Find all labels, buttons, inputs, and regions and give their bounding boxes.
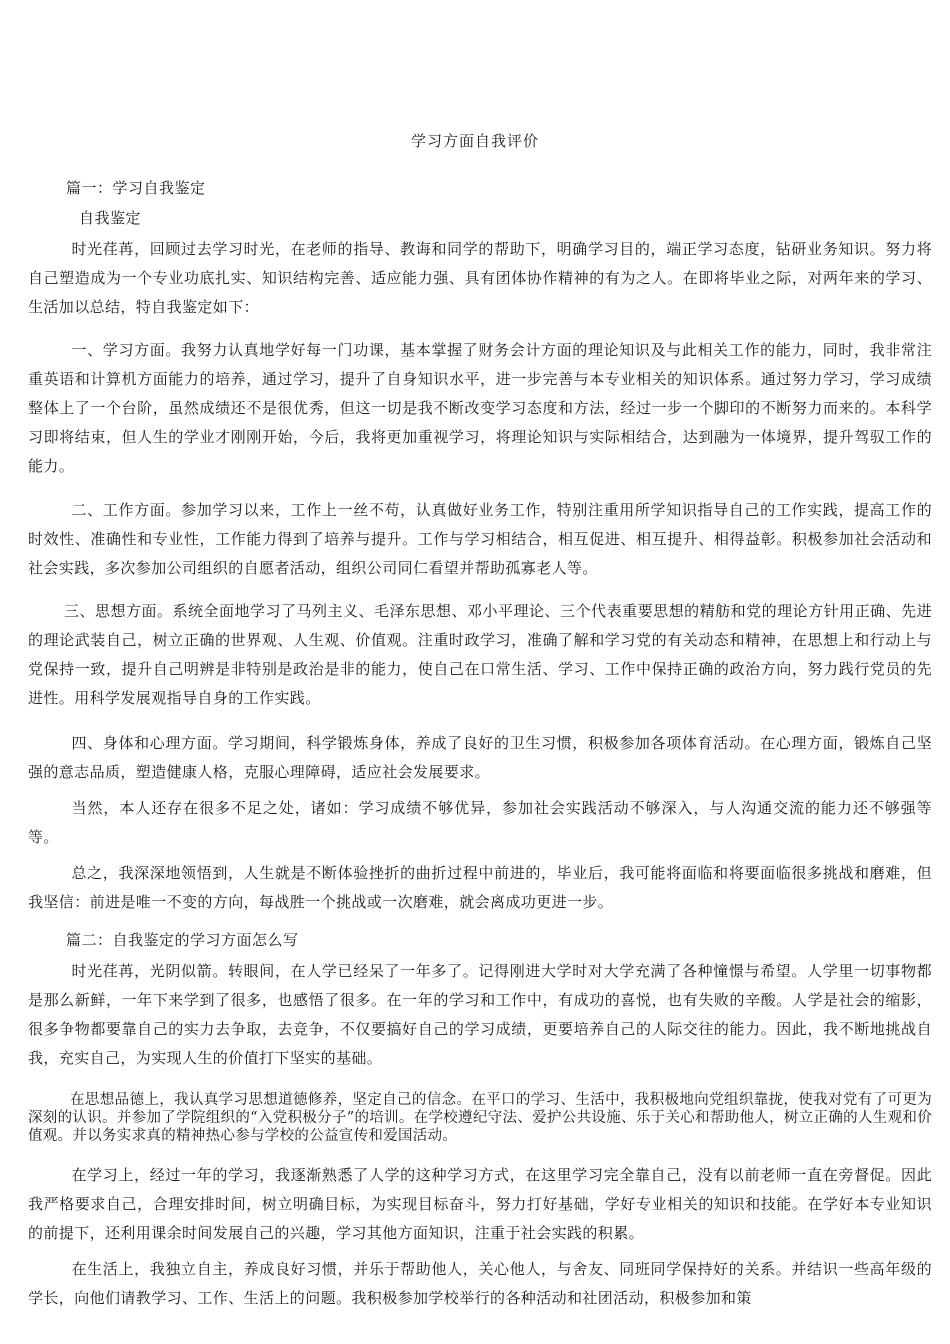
paragraph-intro: 时光荏苒，回顾过去学习时光，在老师的指导、教诲和同学的帮助下，明确学习目的，端正学习态度，钻研业务知识。努力将自己塑造成为一个专业功底扎实、知识结构完善、适应能力强、具有团体协作精神的有为之人。在即将毕业之际，对两年来的学习、生活加以总结，特自我鉴定如下： <box>28 240 932 316</box>
paragraph-conclusion: 总之，我深深地领悟到，人生就是不断体验挫折的曲折过程中前进的，毕业后，我可能将面临和将要面临很多挑战和磨难，但我坚信：前进是唯一不变的方向，每战胜一个挑战或一次磨难，就会离成功更进一步。 <box>28 864 932 911</box>
section-subheading: 自我鉴定 <box>79 209 142 227</box>
paragraph-study: 一、学习方面。我努力认真地学好每一门功课，基本掌握了财务会计方面的理论知识及与此相关工作的能力，同时，我非常注重英语和计算机方面能力的培养，通过学习，提升了自身知识水平，进一步完善与本专业相关的知识体系。通过努力学习，学习成绩整体上了一个台阶，虽然成绩还不是很优秀，但这一切是我不断改变学习态度和方法，经过一步一个脚印的不断努力而来的。本科学习即将结束，但人生的学业才刚刚开始，今后，我将更加重视学习，将理论知识与实际相结合，达到融为一体境界，提升驾驭工作的能力。 <box>28 341 932 475</box>
paragraph-work: 二、工作方面。参加学习以来，工作上一丝不苟，认真做好业务工作，特别注重用所学知识指导自己的工作实践，提高工作的时效性、准确性和专业性，工作能力得到了培养与提升。工作与学习相结合，相互促进、相互提升、相得益彰。积极参加社会活动和社会实践，多次参加公司组织的自愿者活动，组织公司同仁看望并帮助孤寡老人等。 <box>28 501 932 577</box>
paragraph-2-life: 在生活上，我独立自主，养成良好习惯，并乐于帮助他人，关心他人，与舍友、同班同学保持好的关系。并结识一些高年级的学长，向他们请教学习、工作、生活上的问题。我积极参加学校举行的各种活动和社团活动，积极参加和策 <box>28 1260 932 1307</box>
section-heading-1: 篇一：学习自我鉴定 <box>66 179 206 197</box>
paragraph-2-thought: 在思想品德上，我认真学习思想道德修养，坚定自己的信念。在平口的学习、生活中，我积极地向党组织靠拢，使我对党有了可更为深刻的认识。并参加了学院组织的“入党积极分子”的培训。在学校遵纪守法、爱护公共设施、乐于关心和帮助他人，树立正确的人生观和价值观。并以务实求真的精神热心参与学校的公益宣传和爱国活动。 <box>28 1092 932 1144</box>
section-heading-2: 篇二：自我鉴定的学习方面怎么写 <box>66 931 299 949</box>
paragraph-body-mind: 四、身体和心理方面。学习期间，科学锻炼身体，养成了良好的卫生习惯，积极参加各项体育活动。在心理方面，锻炼自己坚强的意志品质，塑造健康人格，克服心理障碍，适应社会发展要求。 <box>28 734 932 781</box>
paragraph-2-intro: 时光荏苒，光阴似箭。转眼间，在人学已经呆了一年多了。记得刚进大学时对大学充满了各种憧憬与希望。人学里一切事物都是那么新鲜，一年下来学到了很多，也感悟了很多。在一年的学习和工作中，有成功的喜悦，也有失败的辛酸。人学是社会的缩影，很多争物都要靠自己的实力去争取，去竞争，不仅要搞好自己的学习成绩，更要培养自己的人际交往的能力。因此，我不断地挑战自我，充实自己，为实现人生的价值打下坚实的基础。 <box>28 962 932 1067</box>
paragraph-shortcomings: 当然，本人还存在很多不足之处，诸如：学习成绩不够优异，参加社会实践活动不够深入，与人沟通交流的能力还不够强等等。 <box>28 799 932 846</box>
paragraph-2-study: 在学习上，经过一年的学习，我逐渐熟悉了人学的这种学习方式，在这里学习完全靠自己，没有以前老师一直在旁督促。因此我严格要求自己，合理安排时间，树立明确目标，为实现目标奋斗，努力打好基础，学好专业相关的知识和技能。在学好本专业知识的前提下，还利用课余时间发展自己的兴趣，学习其他方面知识，注重于社会实践的积累。 <box>28 1166 932 1242</box>
paragraph-thought: 三、思想方面。系统全面地学习了马列主义、毛泽东思想、邓小平理论、三个代表重要思想的精舫和党的理论方针用正确、先进的理论武装自己，树立正确的世界观、人生观、价值观。注重时政学习，准确了解和学习党的有关动态和精神，在思想上和行动上与党保持一致，提升自己明辨是非特别是政治是非的能力，使自己在口常生活、学习、工作中保持正确的政治方向，努力践行党员的先进性。用科学发展观指导自身的工作实践。 <box>28 602 932 707</box>
page-title: 学习方面自我评价 <box>410 132 539 150</box>
